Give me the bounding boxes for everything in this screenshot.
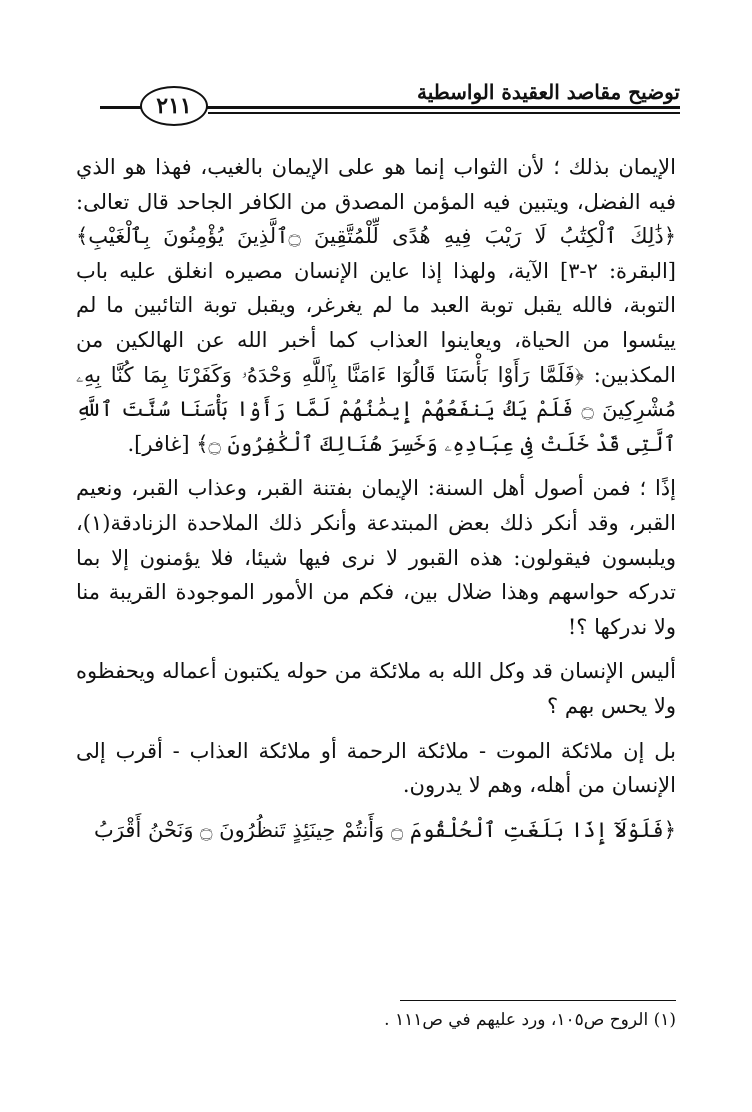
- line: القبر، ونعيم القبر، وقد أنكر ذلك بعض المبتدعة وأنكر ذلك: [76, 476, 676, 535]
- footnote-divider: [400, 1000, 676, 1001]
- line: شيئا، فلا يؤمنون إلا بما تدركه حواسهم وهذا ضلال بين، فكم: [76, 545, 676, 605]
- line: الإيمان بذلك ؛ لأن الثواب إنما هو على الإيمان بالغيب، فهذا: [146, 155, 676, 179]
- line: ويحفظوه ولا يحس بهم ؟: [76, 659, 676, 718]
- page-body: [76, 150, 676, 857]
- quran-verse: ﴿فَلَوْلَآ إِذَا بَلَغَتِ ٱلْحُلْقُومَ ۝ وَأَنتُمْ حِينَئِذٍ تَنظُرُونَ ۝ وَنَحْنُ أَقْرَبُ: [94, 817, 676, 842]
- header-rule-left: [100, 106, 140, 108]
- line: ويقبل توبة التائبين ما لم ييئسوا من الحياة، ويعاينوا العذاب كما: [76, 293, 677, 352]
- line: أخبر الله عن الهالكين من المكذبين: ﴿فَلَمَّا رَأَوْا بَأْسَنَا قَالُوٓا ءَامَنَّا بِٱللَّهِ وَحْدَهُۥ وَكَفَرْنَا بِمَا كُنَّا بِهِۦ مُشْرِكِينَ ۝ فَلَمْ يَكُ يَنفَعُهُمْ إِيمَٰنُهُمْ لَمَّا رَأَوْا بَأْسَنَا سُنَّتَ ٱللَّهِ ٱلَّتِى قَدْ خَلَتْ فِى عِبَادِهِۦ وَخَسِرَ هُنَالِكَ ٱلْكَٰفِرُونَ ۝﴾ [غافر].: [76, 327, 676, 456]
- paragraph-5: [76, 813, 676, 848]
- paragraph-1: [76, 150, 676, 461]
- line: الملاحدة الزنادقة(١)، ويلبسون فيقولون: هذه القبور لا نرى فيها: [76, 510, 676, 570]
- paragraph-3: [76, 654, 676, 723]
- paragraph-4: [76, 734, 676, 803]
- header-rule-secondary: [208, 112, 680, 114]
- line: بل إن ملائكة الموت - ملائكة الرحمة أو ملائكة العذاب -: [162, 738, 676, 763]
- footnote: (١) الروح ص١٠٥، ورد عليهم في ص١١١ .: [384, 1010, 676, 1030]
- line: الجاحد قال تعالى: ﴿ذَٰلِكَ ٱلْكِتَٰبُ لَا رَيْبَ فِيهِ هُدًى لِّلْمُتَّقِينَ ۝ٱلَّذِينَ يُؤْمِنُونَ بِٱلْغَيْبِ﴾ [البقرة: ٢-٣] الآية، ولهذا إذا عاين الإنسان: [76, 189, 676, 283]
- line: إذًا ؛ فمن أصول أهل السنة: الإيمان بفتنة القبر، وعذاب: [178, 476, 676, 501]
- line: أليس الإنسان قد وكل الله به ملائكة من حوله يكتبون أعماله: [155, 659, 676, 684]
- line: من الأمور الموجودة القريبة منا ولا ندركها ؟!: [76, 580, 676, 639]
- page-number: ٢١١: [140, 86, 208, 126]
- line: مصيره انغلق عليه باب التوبة، فالله يقبل توبة العبد ما لم يغرغر،: [76, 258, 676, 318]
- running-title: توضيح مقاصد العقيدة الواسطية: [416, 80, 680, 104]
- line: أقرب إلى الإنسان من أهله، وهم لا يدرون.: [76, 738, 676, 798]
- line: هو الذي فيه الفضل، ويتبين فيه المؤمن المصدق من الكافر: [76, 155, 676, 214]
- paragraph-2: [76, 471, 676, 644]
